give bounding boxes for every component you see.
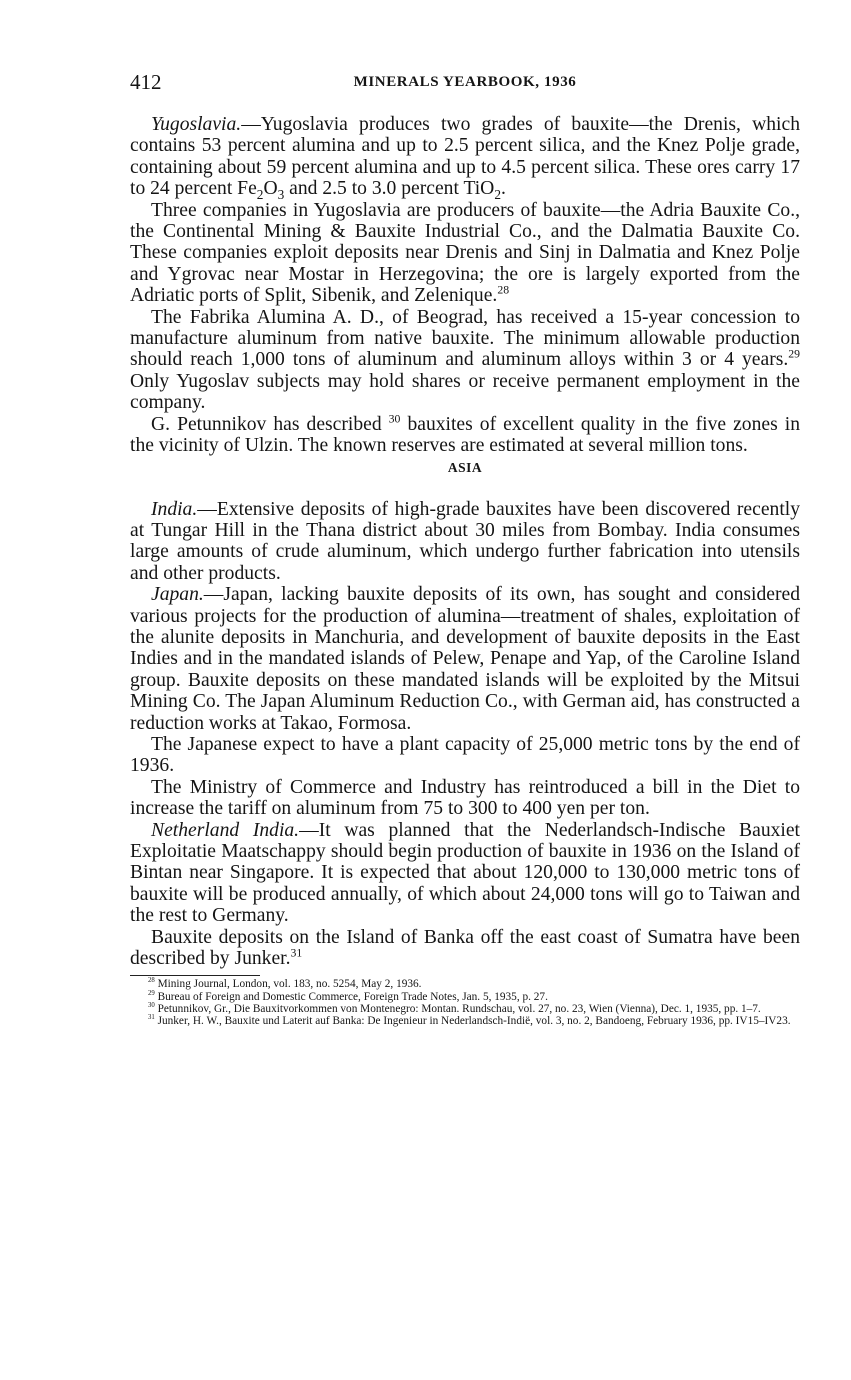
footnote-number: 30 [148, 1002, 155, 1010]
text-span: —Yugoslavia produces two grades of bauxite—the Drenis, which contains 53 percent alumina and up to 2.5 percent silica, and the Knez Polje grade, containing about 59 percent alumina and up to 4.5 percent silica. These ores carry 17 to 24 percent Fe [130, 114, 800, 200]
footnotes [130, 978, 800, 1027]
paragraph-japan [130, 584, 800, 734]
text-span: G. Petunnikov has described [151, 413, 389, 435]
text-span: —Extensive deposits of high-grade bauxites have been discovered recently at Tungar Hill in the Thana district about 30 miles from Bombay. India consumes large amounts of crude aluminum, which undergo further fabrication into utensils and other products. [130, 498, 800, 584]
footnote-number: 28 [148, 977, 155, 985]
footnote [130, 991, 800, 1003]
footnote [130, 978, 800, 990]
text-span: —It was planned that the Nederlandsch-Indische Bauxiet Exploitatie Maatschappy should begin production of bauxite in 1936 on the Island of Bintan near Singapore. It is expected that about 120,000 to 130,000 metric tons of bauxite will be produced annually, of which about 24,000 tons will go to Taiwan and the rest to Germany. [130, 819, 800, 927]
text-span: Three companies in Yugoslavia are producers of bauxite—the Adria Bauxite Co., the Continental Mining & Bauxite Industrial Co., and the Dalmatia Bauxite Co. These companies exploit deposits near Drenis and Sinj in Dalmatia and Knez Polje and Ygrovac near Mostar in Herzegovina; the ore is largely exported from the Adriatic ports of Split, Sibenik, and Zelenique. [130, 199, 800, 307]
body-text [130, 114, 800, 1027]
footnote-text: Bureau of Foreign and Domestic Commerce, Foreign Trade Notes, Jan. 5, 1935, p. 27. [154, 990, 548, 1003]
section-heading-asia: ASIA [447, 459, 483, 475]
footnote-number: 29 [148, 989, 155, 997]
footnote-ref[interactable]: 30 [388, 412, 401, 426]
paragraph-banka [130, 927, 800, 970]
paragraph-india [130, 499, 800, 585]
paragraph-yugoslavia-companies [130, 200, 800, 307]
text-span: . [500, 178, 506, 200]
subscript: 2 [494, 187, 501, 203]
footnote-text: Petunnikov, Gr., Die Bauxitvorkommen von Montenegro: Montan. Rundschau, vol. 27, no. 23, Wien (Vienna), Dec. 1, 1935, pp. 1–7. [154, 1002, 761, 1015]
footnote-number: 31 [148, 1014, 155, 1022]
footnote-divider [130, 975, 260, 976]
footnote-text: Mining Journal, London, vol. 183, no. 5254, May 2, 1936. [154, 978, 422, 991]
footnote [130, 1015, 800, 1027]
page-header [130, 70, 800, 100]
paragraph-yugoslavia-grades [130, 114, 800, 203]
country-heading-netherland-india: Netherland India. [151, 819, 300, 841]
text-span: The Fabrika Alumina A. D., of Beograd, has received a 15-year concession to manufacture aluminum from native bauxite. The minimum allowable production should reach 1,000 tons of aluminum and aluminum alloys within 3 or 4 years. [130, 306, 800, 371]
paragraph-petunnikov [130, 414, 800, 457]
text-span: O [263, 178, 278, 200]
page-number: 412 [130, 70, 162, 94]
subscript: 3 [277, 187, 285, 203]
text-span: Bauxite deposits on the Island of Banka off the east coast of Sumatra have been described by Junker. [130, 926, 800, 970]
footnote [130, 1003, 800, 1015]
footnote-ref[interactable]: 29 [788, 347, 800, 361]
footnote-text: Junker, H. W., Bauxite und Laterit auf Banka: De Ingenieur in Nederlandsch-Indië, vol. 3, no. 2, Bandoeng, February 1936, pp. IV15–IV23. [154, 1015, 791, 1028]
footnote-ref[interactable]: 31 [290, 946, 303, 960]
country-heading-india: India. [151, 498, 198, 520]
text-span: —Japan, lacking bauxite deposits of its own, has sought and considered various projects for the production of alumina—treatment of shales, exploitation of the alunite deposits in Manchuria, and development of bauxite deposits in the East Indies and in the mandated islands of Pelew, Penape and Yap, of the Caroline Island group. Bauxite deposits on these mandated islands will be exploited by the Mitsui Mining Co. The Japan Aluminum Reduction Co., with German aid, has constructed a reduction works at Takao, Formosa. [130, 584, 800, 734]
text-span: and 2.5 to 3.0 percent TiO [284, 178, 495, 200]
text-span: Only Yugoslav subjects may hold shares or receive permanent employment in the company. [130, 370, 800, 414]
paragraph-japan-tariff: The Ministry of Commerce and Industry has reintroduced a bill in the Diet to increase the tariff on aluminum from 75 to 300 to 400 yen per ton. [130, 776, 800, 820]
paragraph-japan-capacity: The Japanese expect to have a plant capacity of 25,000 metric tons by the end of 1936. [130, 733, 800, 777]
footnote-ref[interactable]: 28 [497, 283, 510, 297]
paragraph-netherland-india [130, 820, 800, 927]
subscript: 2 [256, 187, 264, 203]
country-heading-japan: Japan. [151, 584, 204, 606]
paragraph-fabrika-alumina [130, 307, 800, 414]
text-span: bauxites of excellent quality in the five zones in the vicinity of Ulzin. The known reserves are estimated at several million tons. [130, 413, 800, 457]
country-heading-yugoslavia: Yugoslavia. [151, 114, 242, 135]
running-title: MINERALS YEARBOOK, 1936 [353, 74, 577, 90]
